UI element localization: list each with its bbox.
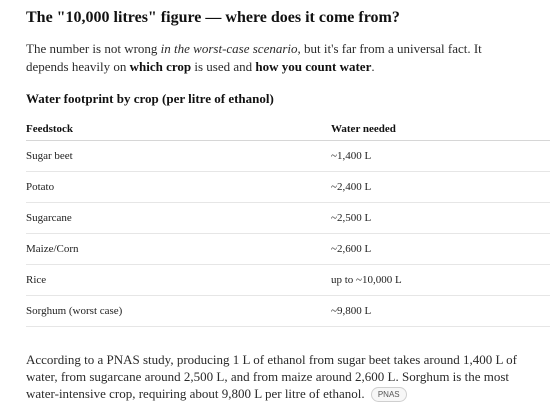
table-header-row — [26, 118, 550, 141]
intro-text-3: is used and — [191, 59, 256, 74]
cell-water: ~9,800 L — [331, 296, 550, 327]
intro-text-1: The number is not wrong — [26, 41, 161, 56]
intro-paragraph — [26, 40, 526, 76]
cell-feedstock: Sugar beet — [26, 141, 331, 172]
water-footprint-table — [26, 118, 550, 327]
intro-emphasis: in the worst-case scenario — [160, 41, 298, 56]
cell-feedstock: Rice — [26, 265, 331, 296]
header-water-needed: Water needed — [331, 118, 550, 141]
intro-strong-water: how you count water — [255, 59, 372, 74]
table-row — [26, 141, 550, 172]
cell-feedstock: Sorghum (worst case) — [26, 296, 331, 327]
table-row — [26, 296, 550, 327]
cell-water: up to ~10,000 L — [331, 265, 550, 296]
table-title: Water footprint by crop (per litre of ethanol) — [26, 91, 274, 106]
summary-text: According to a PNAS study, producing 1 L of ethanol from sugar beet takes around 1,400 L of water, from sugarcane around 2,500 L, and from maize around 2,600 L. Sorghum is the most water-intensive crop, requiring about 9,800 L per litre of ethanol. — [26, 352, 518, 401]
article-section — [26, 8, 550, 327]
citation-badge[interactable]: PNAS — [371, 387, 407, 402]
cell-feedstock: Potato — [26, 172, 331, 203]
header-feedstock: Feedstock — [26, 118, 331, 141]
section-heading: The "10,000 litres" figure — where does it come from? — [26, 9, 400, 26]
table-row — [26, 203, 550, 234]
cell-water: ~2,600 L — [331, 234, 550, 265]
table-row — [26, 234, 550, 265]
cell-feedstock: Maize/Corn — [26, 234, 331, 265]
table-row — [26, 265, 550, 296]
intro-text-2: , but it's far from a universal fact. It depends heavily on — [26, 41, 482, 74]
cell-water: ~1,400 L — [331, 141, 550, 172]
table-row — [26, 172, 550, 203]
intro-text-4: . — [371, 59, 375, 74]
cell-water: ~2,400 L — [331, 172, 550, 203]
cell-water: ~2,500 L — [331, 203, 550, 234]
cell-feedstock: Sugarcane — [26, 203, 331, 234]
summary-paragraph — [26, 351, 536, 402]
intro-strong-crop: which crop — [129, 59, 192, 74]
